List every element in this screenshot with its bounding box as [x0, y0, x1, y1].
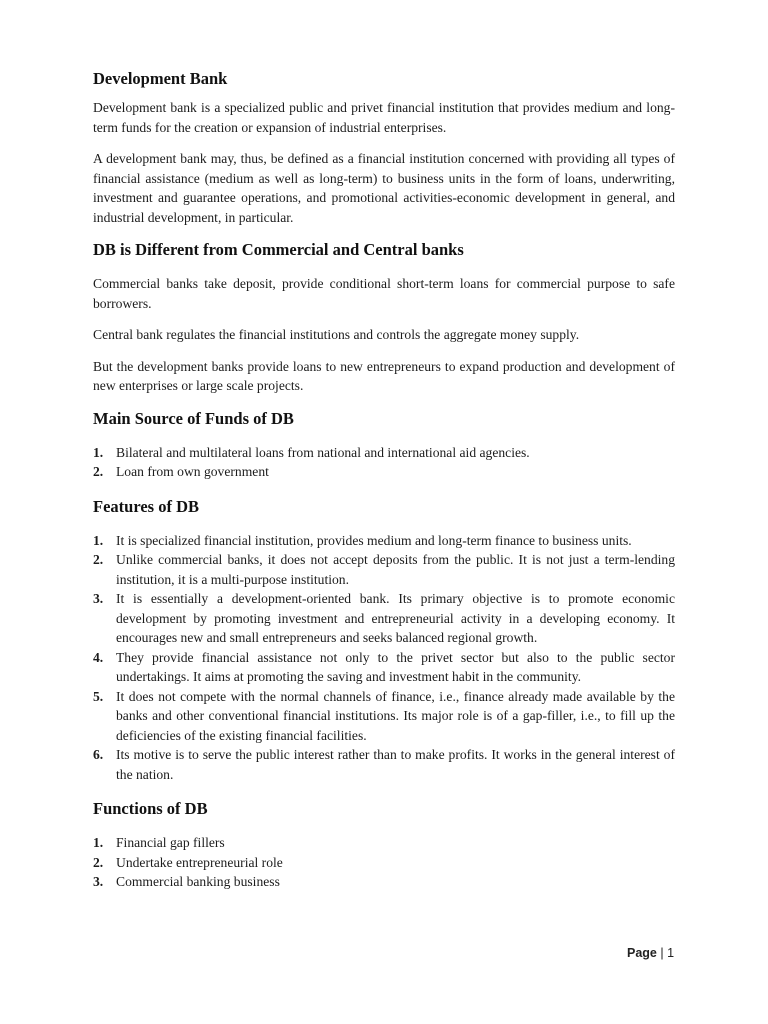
list-item — [93, 687, 675, 746]
list-number: 3. — [93, 874, 104, 889]
page-separator: | — [660, 946, 664, 960]
list-text: Financial gap fillers — [116, 835, 225, 850]
page-number: 1 — [667, 946, 675, 960]
list-text: They provide financial assistance not only to the privet sector but also to the public sector undertakings. It aims at promoting the saving and investment habit in the community. — [116, 649, 675, 684]
list-number: 2. — [93, 854, 104, 870]
list-item — [93, 853, 675, 873]
list-text: Commercial banking business — [116, 874, 280, 889]
list-text: Its motive is to serve the public interest rather than to make profits. It works in the general interest of the nation. — [116, 747, 675, 782]
list-item — [93, 872, 675, 892]
section-heading-sources-of-funds: Main Source of Funds of DB — [93, 408, 294, 428]
list-text: Loan from own government — [116, 464, 269, 479]
list-number: 1. — [93, 532, 104, 548]
list-number: 1. — [93, 444, 104, 460]
list-text: It is essentially a development-oriented bank. Its primary objective is to promote economic development by promoting investment and entrepreneurial activity in a developing economy. It encourages new and small entrepreneurs and seeks balanced regional growth. — [116, 591, 675, 645]
section-heading-functions: Functions of DB — [93, 799, 208, 818]
functions-list — [93, 833, 675, 892]
paragraph: Central bank regulates the financial institutions and controls the aggregate money supply. — [93, 327, 580, 342]
list-item — [93, 589, 675, 648]
page-label: Page — [627, 946, 657, 960]
section-heading-db-different: DB is Different from Commercial and Central banks — [93, 240, 464, 259]
list-item — [93, 745, 675, 784]
list-number: 3. — [93, 591, 104, 606]
section-heading-development-bank: Development Bank — [93, 69, 228, 88]
paragraph: Development bank is a specialized public and privet financial institution that provides medium and long-term funds for the creation or expansion of industrial enterprises. — [93, 100, 675, 135]
document-page — [93, 68, 675, 906]
list-number: 4. — [93, 649, 104, 665]
list-text: Bilateral and multilateral loans from national and international aid agencies. — [116, 444, 530, 460]
list-item — [93, 648, 675, 687]
features-list — [93, 531, 675, 785]
list-item — [93, 531, 675, 551]
sources-list — [93, 443, 675, 482]
section-heading-features: Features of DB — [93, 496, 200, 516]
list-text: It does not compete with the normal channels of finance, i.e., finance already made available by the banks and other conventional financial institutions. Its major role is of a gap-filler, i.e., to fill up the deficiencies of the existing financial facilities. — [116, 688, 675, 743]
list-text: It is specialized financial institution, provides medium and long-term finance to business units. — [116, 532, 632, 548]
list-number: 1. — [93, 835, 104, 850]
list-text: Undertake entrepreneurial role — [116, 854, 283, 870]
list-number: 5. — [93, 688, 104, 704]
list-number: 2. — [93, 464, 104, 479]
list-item — [93, 462, 675, 482]
paragraph: A development bank may, thus, be defined as a financial institution concerned with providing all types of financial assistance (medium as well as long-term) to business units in the form of loans, underwriting, investment and guarantee operations, and promotional activities-economic development in general, and industrial development, in particular. — [93, 151, 675, 225]
list-number: 6. — [93, 747, 104, 762]
paragraph: But the development banks provide loans to new entrepreneurs to expand production and development of new enterprises or large scale projects. — [93, 358, 675, 393]
list-item — [93, 443, 675, 463]
list-item — [93, 833, 675, 853]
list-number: 2. — [93, 552, 104, 567]
paragraph: Commercial banks take deposit, provide conditional short-term loans for commercial purpose to safe borrowers. — [93, 276, 675, 311]
list-text: Unlike commercial banks, it does not accept deposits from the public. It is not just a term-lending institution, it is a multi-purpose institution. — [116, 552, 675, 587]
list-item — [93, 550, 675, 589]
page-footer — [627, 946, 674, 960]
